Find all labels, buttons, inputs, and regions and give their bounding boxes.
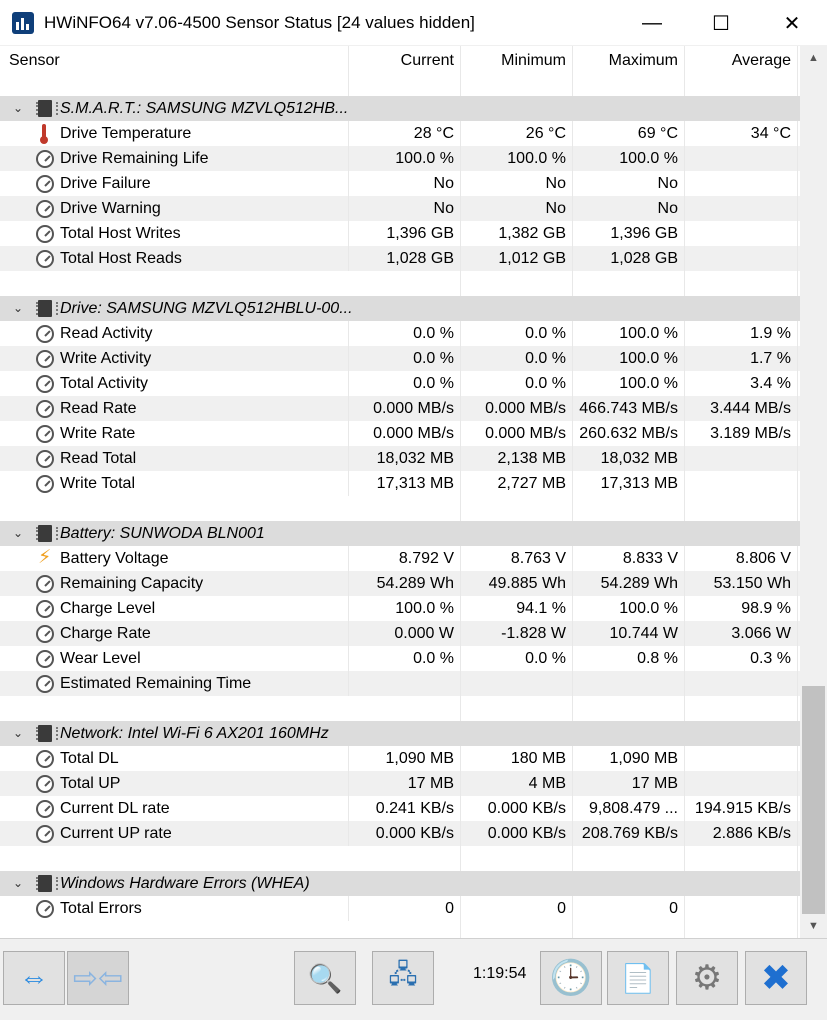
sensor-grid	[0, 46, 800, 938]
sensor-name: Remaining Capacity	[60, 575, 204, 592]
sensor-row[interactable]	[0, 246, 800, 271]
sensor-maximum-value: 17 MB	[573, 771, 685, 796]
logging-button[interactable]	[607, 951, 669, 1005]
sensor-average-value	[685, 446, 798, 471]
sensor-name-cell	[0, 371, 349, 396]
gauge-icon	[36, 475, 54, 493]
sensor-average-value: 3.4 %	[685, 371, 798, 396]
sensor-maximum-value: 8.833 V	[573, 546, 685, 571]
sensor-minimum-value: 0.000 MB/s	[461, 421, 573, 446]
sensor-maximum-value: 54.289 Wh	[573, 571, 685, 596]
sensor-minimum-value: 180 MB	[461, 746, 573, 771]
sensor-minimum-value	[461, 671, 573, 696]
sensor-name-cell	[0, 321, 349, 346]
sensor-average-value: 34 °C	[685, 121, 798, 146]
sensor-maximum-value: 18,032 MB	[573, 446, 685, 471]
document-add-icon: 📄	[620, 962, 656, 994]
gauge-icon	[36, 750, 54, 768]
sensor-maximum-value: 100.0 %	[573, 321, 685, 346]
sensor-current-value: 17 MB	[349, 771, 461, 796]
sensor-minimum-value: 2,727 MB	[461, 471, 573, 496]
sensor-average-value	[685, 471, 798, 496]
sensor-maximum-value: 9,808.479 ...	[573, 796, 685, 821]
gauge-icon	[36, 650, 54, 668]
network-computers-icon: 🖧	[388, 959, 418, 989]
gauge-icon	[36, 425, 54, 443]
sensor-name: Drive Temperature	[60, 125, 192, 142]
sensor-minimum-value: 0.0 %	[461, 321, 573, 346]
sensor-group-header[interactable]	[0, 521, 800, 546]
gauge-icon	[36, 675, 54, 693]
sensor-name-cell	[0, 821, 349, 846]
sensor-current-value: 0.0 %	[349, 321, 461, 346]
expand-arrows-button[interactable]	[3, 951, 65, 1005]
sensor-group-header[interactable]	[0, 96, 800, 121]
sensor-minimum-value: 8.763 V	[461, 546, 573, 571]
sensor-name-cell	[0, 746, 349, 771]
sensor-row[interactable]	[0, 196, 800, 221]
sensor-name: Total Activity	[60, 375, 149, 392]
sensor-name-cell	[0, 621, 349, 646]
collapse-arrows-button[interactable]	[67, 951, 129, 1005]
sensor-maximum-value: 0	[573, 896, 685, 921]
sensor-name: Read Total	[60, 450, 137, 467]
sensor-name: Drive Warning	[60, 200, 161, 217]
sensor-name-cell	[0, 171, 349, 196]
sensor-row[interactable]	[0, 346, 800, 371]
sensor-name: Wear Level	[60, 650, 141, 667]
column-header-sensor[interactable]: Sensor	[0, 46, 349, 96]
sensor-name-cell	[0, 771, 349, 796]
sensor-name-cell	[0, 671, 349, 696]
sensor-current-value: 100.0 %	[349, 146, 461, 171]
sensor-name: Read Rate	[60, 400, 137, 417]
sensor-average-value: 1.9 %	[685, 321, 798, 346]
sensor-name: Write Activity	[60, 350, 152, 367]
sensor-minimum-value: 2,138 MB	[461, 446, 573, 471]
sensor-name-cell	[0, 146, 349, 171]
sensor-current-value: 0.000 W	[349, 621, 461, 646]
chevron-down-icon[interactable]: ⌄	[12, 876, 24, 890]
hwinfo-app-icon	[12, 12, 34, 34]
gauge-icon	[36, 900, 54, 918]
sensor-average-value: 8.806 V	[685, 546, 798, 571]
sensor-row[interactable]	[0, 821, 800, 846]
sensor-group-header[interactable]	[0, 721, 800, 746]
group-spacer	[0, 271, 800, 296]
sensor-average-value	[685, 171, 798, 196]
sensor-average-value	[685, 196, 798, 221]
sensor-name: Current DL rate	[60, 800, 170, 817]
sensor-current-value: 0.0 %	[349, 346, 461, 371]
chevron-down-icon[interactable]: ⌄	[12, 301, 24, 315]
sensor-name: Total UP	[60, 775, 121, 792]
sensor-minimum-value: No	[461, 196, 573, 221]
sensor-minimum-value: 0.0 %	[461, 371, 573, 396]
sensor-row[interactable]	[0, 621, 800, 646]
sensor-average-value	[685, 671, 798, 696]
sensor-minimum-value: 4 MB	[461, 771, 573, 796]
sensor-average-value: 194.915 KB/s	[685, 796, 798, 821]
sensor-current-value: 100.0 %	[349, 596, 461, 621]
gauge-icon	[36, 800, 54, 818]
sensor-minimum-value: 26 °C	[461, 121, 573, 146]
sensor-minimum-value: 94.1 %	[461, 596, 573, 621]
sensor-current-value: 0.000 MB/s	[349, 396, 461, 421]
sensor-name-cell	[0, 346, 349, 371]
sensor-current-value: 54.289 Wh	[349, 571, 461, 596]
sensor-name-cell	[0, 796, 349, 821]
sensor-minimum-value: 0.0 %	[461, 646, 573, 671]
gauge-icon	[36, 600, 54, 618]
sensor-name-cell	[0, 221, 349, 246]
bottom-toolbar	[0, 938, 827, 1020]
sensor-name-cell	[0, 571, 349, 596]
sensor-name: Charge Level	[60, 600, 156, 617]
sensor-row[interactable]	[0, 146, 800, 171]
sensor-minimum-value: -1.828 W	[461, 621, 573, 646]
gauge-icon	[36, 375, 54, 393]
sensor-average-value: 0.3 %	[685, 646, 798, 671]
sensor-maximum-value	[573, 671, 685, 696]
chip-icon	[38, 100, 52, 117]
sensor-current-value: 28 °C	[349, 121, 461, 146]
sensor-average-value	[685, 146, 798, 171]
column-header-minimum[interactable]: Minimum	[461, 46, 573, 96]
group-spacer	[0, 921, 800, 938]
sensor-group-title: Network: Intel Wi-Fi 6 AX201 160MHz	[60, 725, 329, 742]
sensor-row[interactable]	[0, 596, 800, 621]
sensor-maximum-value: 1,396 GB	[573, 221, 685, 246]
sensor-current-value: 18,032 MB	[349, 446, 461, 471]
gauge-icon	[36, 175, 54, 193]
chip-icon	[38, 725, 52, 742]
sensor-name-cell	[0, 121, 349, 146]
title-bar	[0, 0, 827, 46]
minimize-button[interactable]: —	[642, 11, 662, 34]
sensor-average-value: 3.444 MB/s	[685, 396, 798, 421]
sensor-name: Current UP rate	[60, 825, 172, 842]
converge-arrows-icon: ⇨⇦	[72, 961, 124, 995]
group-spacer	[0, 496, 800, 521]
sensor-average-value: 53.150 Wh	[685, 571, 798, 596]
sensor-current-value: No	[349, 196, 461, 221]
network-button[interactable]	[372, 951, 434, 1005]
sensor-group-title: Windows Hardware Errors (WHEA)	[60, 875, 310, 892]
sensor-maximum-value: 100.0 %	[573, 146, 685, 171]
sensor-minimum-value: 0.000 MB/s	[461, 396, 573, 421]
gauge-icon	[36, 350, 54, 368]
chip-icon	[38, 300, 52, 317]
sensor-name-cell	[0, 646, 349, 671]
scrollbar-thumb[interactable]	[802, 686, 825, 914]
gauge-icon	[36, 200, 54, 218]
sensor-minimum-value: 0.000 KB/s	[461, 796, 573, 821]
sensor-maximum-value: No	[573, 196, 685, 221]
sensor-row[interactable]	[0, 221, 800, 246]
gauge-icon	[36, 400, 54, 418]
sensor-group-title: S.M.A.R.T.: SAMSUNG MZVLQ512HB...	[60, 100, 349, 117]
window-title: HWiNFO64 v7.06-4500 Sensor Status [24 values hidden]	[44, 13, 475, 32]
sensor-average-value: 3.189 MB/s	[685, 421, 798, 446]
sensor-name: Total Errors	[60, 900, 142, 917]
sensor-average-value: 1.7 %	[685, 346, 798, 371]
sensor-maximum-value: 100.0 %	[573, 346, 685, 371]
sensor-maximum-value: 1,028 GB	[573, 246, 685, 271]
sensor-minimum-value: No	[461, 171, 573, 196]
chip-icon	[38, 875, 52, 892]
sensor-name: Battery Voltage	[60, 550, 169, 567]
sensor-name: Estimated Remaining Time	[60, 675, 252, 692]
chevron-down-icon[interactable]: ⌄	[12, 526, 24, 540]
sensor-average-value	[685, 746, 798, 771]
sensor-average-value	[685, 771, 798, 796]
sensor-name-cell	[0, 471, 349, 496]
sensor-average-value	[685, 246, 798, 271]
gauge-icon	[36, 625, 54, 643]
sensor-current-value	[349, 671, 461, 696]
sensor-minimum-value: 1,012 GB	[461, 246, 573, 271]
sensor-current-value: 0.0 %	[349, 646, 461, 671]
sensor-row[interactable]	[0, 171, 800, 196]
settings-button[interactable]	[676, 951, 738, 1005]
sensor-row[interactable]	[0, 896, 800, 921]
sensor-name-cell	[0, 896, 349, 921]
sensor-name: Charge Rate	[60, 625, 151, 642]
sensor-current-value: 0.241 KB/s	[349, 796, 461, 821]
sensor-maximum-value: 1,090 MB	[573, 746, 685, 771]
sensor-maximum-value: 10.744 W	[573, 621, 685, 646]
sensor-name-cell	[0, 421, 349, 446]
sensor-row[interactable]	[0, 796, 800, 821]
sensor-maximum-value: 69 °C	[573, 121, 685, 146]
sensor-name: Write Total	[60, 475, 135, 492]
sensor-minimum-value: 49.885 Wh	[461, 571, 573, 596]
sensor-row[interactable]	[0, 371, 800, 396]
chevron-down-icon[interactable]: ⌄	[12, 101, 24, 115]
sensor-average-value: 2.886 KB/s	[685, 821, 798, 846]
sensor-average-value	[685, 896, 798, 921]
reset-clock-button[interactable]	[540, 951, 602, 1005]
sensor-maximum-value: 100.0 %	[573, 596, 685, 621]
sensor-current-value: 1,396 GB	[349, 221, 461, 246]
sensor-minimum-value: 0.000 KB/s	[461, 821, 573, 846]
sensor-maximum-value: 208.769 KB/s	[573, 821, 685, 846]
column-header-maximum[interactable]: Maximum	[573, 46, 685, 96]
sensor-current-value: 1,090 MB	[349, 746, 461, 771]
search-sensors-button[interactable]	[294, 951, 356, 1005]
sensor-minimum-value: 1,382 GB	[461, 221, 573, 246]
column-header-current[interactable]: Current	[349, 46, 461, 96]
sensor-group-header[interactable]	[0, 296, 800, 321]
sensor-row[interactable]	[0, 471, 800, 496]
sensor-minimum-value: 100.0 %	[461, 146, 573, 171]
sensor-group-title: Battery: SUNWODA BLN001	[60, 525, 265, 542]
sensor-name-cell	[0, 196, 349, 221]
sensor-current-value: 0	[349, 896, 461, 921]
sensor-name: Drive Remaining Life	[60, 150, 209, 167]
double-arrow-icon: ⇔	[19, 961, 49, 994]
sensor-row[interactable]	[0, 546, 800, 571]
sensor-average-value: 98.9 %	[685, 596, 798, 621]
close-window-button[interactable]: ✕	[783, 12, 801, 35]
sensor-name: Write Rate	[60, 425, 136, 442]
sensor-row[interactable]	[0, 446, 800, 471]
sensor-row[interactable]	[0, 321, 800, 346]
sensor-current-value: 0.0 %	[349, 371, 461, 396]
sensor-current-value: 0.000 MB/s	[349, 421, 461, 446]
sensor-minimum-value: 0	[461, 896, 573, 921]
sensor-group-title: Drive: SAMSUNG MZVLQ512HBLU-00...	[60, 300, 353, 317]
gauge-icon	[36, 225, 54, 243]
sensor-row[interactable]	[0, 396, 800, 421]
sensor-current-value: No	[349, 171, 461, 196]
sensor-maximum-value: 260.632 MB/s	[573, 421, 685, 446]
gauge-icon	[36, 325, 54, 343]
sensor-current-value: 8.792 V	[349, 546, 461, 571]
group-spacer	[0, 846, 800, 871]
close-x-icon: ✖	[760, 957, 792, 998]
gauge-icon	[36, 775, 54, 793]
column-header-row	[0, 46, 800, 96]
sensor-current-value: 17,313 MB	[349, 471, 461, 496]
sensor-name: Drive Failure	[60, 175, 151, 192]
sensor-row[interactable]	[0, 671, 800, 696]
sensor-name: Total Host Writes	[60, 225, 181, 242]
sensor-name: Read Activity	[60, 325, 153, 342]
sensor-maximum-value: 100.0 %	[573, 371, 685, 396]
chevron-down-icon[interactable]: ⌄	[12, 726, 24, 740]
scroll-up-arrow-icon[interactable]: ▲	[808, 52, 819, 64]
chip-icon	[38, 525, 52, 542]
magnifier-monitor-icon: 🔍	[307, 962, 343, 994]
sensor-current-value: 1,028 GB	[349, 246, 461, 271]
maximize-button[interactable]: ☐	[712, 12, 730, 35]
sensor-name-cell	[0, 596, 349, 621]
sensor-maximum-value: 17,313 MB	[573, 471, 685, 496]
sensor-maximum-value: No	[573, 171, 685, 196]
sensor-name-cell	[0, 446, 349, 471]
thermometer-icon	[41, 124, 47, 143]
sensor-row[interactable]	[0, 746, 800, 771]
sensor-name: Total DL	[60, 750, 119, 767]
column-header-average[interactable]: Average	[685, 46, 798, 96]
clock-icon: 🕒	[549, 959, 593, 997]
elapsed-timer: 1:19:54	[473, 965, 527, 982]
sensor-current-value: 0.000 KB/s	[349, 821, 461, 846]
sensor-rows	[0, 96, 800, 938]
sensor-name-cell	[0, 546, 349, 571]
gauge-icon	[36, 250, 54, 268]
sensor-row[interactable]	[0, 646, 800, 671]
vertical-scrollbar[interactable]	[800, 46, 827, 938]
sensor-row[interactable]	[0, 421, 800, 446]
gauge-icon	[36, 575, 54, 593]
sensor-maximum-value: 466.743 MB/s	[573, 396, 685, 421]
gauge-icon	[36, 150, 54, 168]
close-button[interactable]	[745, 951, 807, 1005]
sensor-average-value	[685, 221, 798, 246]
sensor-group-header[interactable]	[0, 871, 800, 896]
gauge-icon	[36, 825, 54, 843]
sensor-average-value: 3.066 W	[685, 621, 798, 646]
lightning-icon: ⚡	[38, 547, 52, 568]
sensor-name-cell	[0, 246, 349, 271]
sensor-minimum-value: 0.0 %	[461, 346, 573, 371]
sensor-name-cell	[0, 396, 349, 421]
group-spacer	[0, 696, 800, 721]
gear-icon: ⚙	[691, 959, 723, 997]
scroll-down-arrow-icon[interactable]: ▼	[808, 920, 819, 932]
sensor-maximum-value: 0.8 %	[573, 646, 685, 671]
sensor-row[interactable]	[0, 771, 800, 796]
sensor-row[interactable]	[0, 121, 800, 146]
sensor-name: Total Host Reads	[60, 250, 182, 267]
gauge-icon	[36, 450, 54, 468]
sensor-row[interactable]	[0, 571, 800, 596]
